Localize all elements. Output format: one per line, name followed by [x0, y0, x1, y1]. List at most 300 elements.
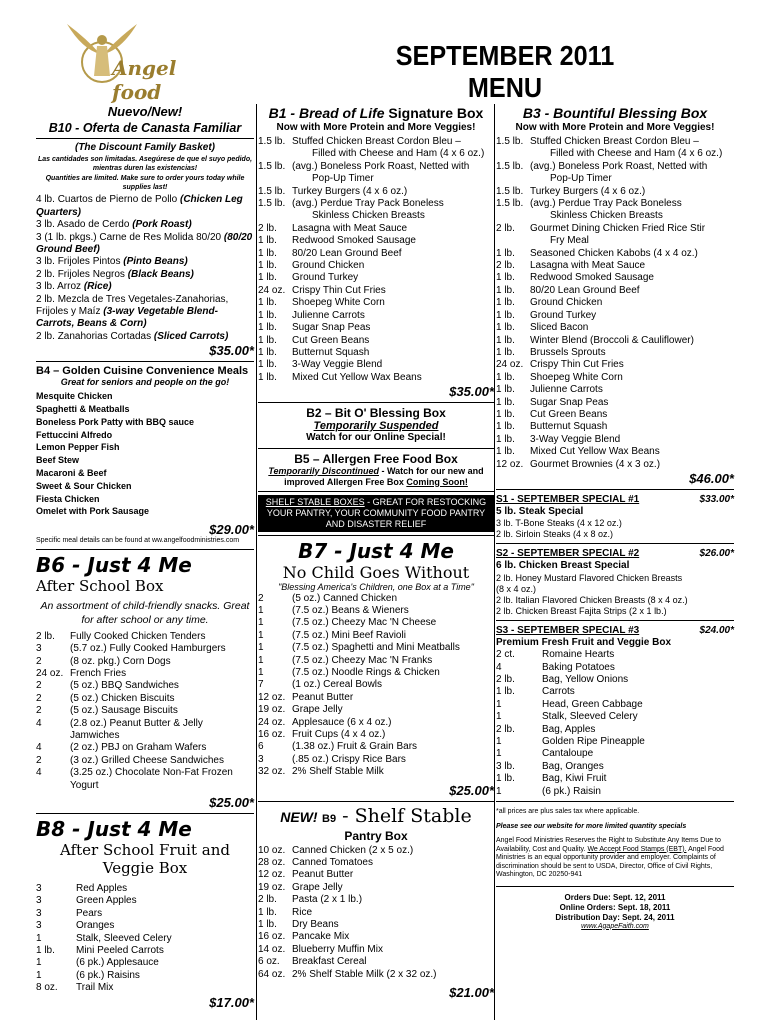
item-quantity: 3	[36, 895, 42, 907]
item-name: Head, Green Cabbage	[542, 698, 643, 710]
b1-price: $35.00*	[449, 384, 494, 400]
item-name: Gourmet Brownies (4 x 3 oz.)	[530, 458, 661, 470]
list-item: Spaghetti & Meatballs	[36, 404, 130, 415]
item-name: Oranges	[76, 920, 115, 932]
item-quantity: 1 lb.	[258, 309, 277, 321]
item-name: Sliced Bacon	[530, 322, 589, 334]
item-name: Ground Chicken	[292, 260, 365, 272]
list-item	[258, 882, 494, 894]
item-name: 2% Shelf Stable Milk (2 x 32 oz.)	[292, 968, 437, 980]
item-quantity: 2 lb.	[258, 894, 277, 906]
item-name: Stuffed Chicken Breast Cordon Bleu –	[530, 136, 699, 147]
s2-subtitle: 6 lb. Chicken Breast Special	[496, 560, 630, 572]
item-quantity: 7	[258, 679, 264, 691]
item-name: Mixed Cut Yellow Wax Beans	[530, 446, 660, 458]
item-quantity: 1	[258, 642, 264, 654]
item-quantity: 3	[36, 643, 42, 655]
item-quantity: 3 lb.	[36, 219, 58, 231]
item-quantity: 1	[258, 654, 264, 666]
item-quantity: 3 lb.	[36, 281, 58, 293]
list-item	[258, 136, 494, 148]
b8-price: $17.00*	[209, 994, 254, 1010]
item-name: (5 oz.) Sausage Biscuits	[70, 705, 178, 717]
list-item	[36, 883, 254, 895]
item-name: Frijoles Pintos	[57, 256, 124, 268]
item-name: Stalk, Sleeved Celery	[542, 711, 638, 723]
b6-subtitle: After School Box	[36, 576, 164, 595]
list-item	[258, 717, 494, 729]
list-item	[36, 920, 254, 932]
list-item	[36, 656, 254, 668]
list-item	[496, 748, 734, 760]
item-translation: (Sliced Carrots)	[153, 330, 229, 342]
list-item	[496, 711, 734, 723]
item-quantity: 1 lb.	[496, 322, 515, 334]
s3-item-list	[496, 649, 734, 798]
list-item	[36, 331, 254, 343]
item-quantity-spacer	[258, 210, 292, 222]
item-quantity-spacer	[496, 235, 530, 247]
item-quantity: 1 lb.	[258, 272, 277, 284]
item-name: Trail Mix	[76, 982, 114, 994]
list-item	[36, 718, 254, 743]
list-item	[258, 223, 494, 235]
item-quantity: 1 lb.	[496, 433, 515, 445]
list-item	[496, 397, 734, 409]
item-quantity: 2	[36, 692, 42, 704]
item-quantity: 14 oz.	[258, 943, 286, 955]
item-quantity: 2	[258, 592, 264, 604]
item-quantity: 1	[36, 957, 42, 969]
item-quantity: 12 oz.	[258, 691, 286, 703]
item-name: (7.5 oz.) Cheezy Mac 'N Franks	[292, 654, 433, 666]
list-item	[496, 198, 734, 210]
item-quantity: 1	[36, 932, 42, 944]
list-item	[258, 704, 494, 716]
item-quantity: 2 lb.	[36, 268, 58, 280]
list-item	[258, 198, 494, 210]
list-item	[36, 908, 254, 920]
item-continued: Skinless Chicken Breasts	[550, 210, 663, 222]
item-quantity: 1 lb.	[258, 247, 277, 259]
item-name: Ground Chicken	[530, 297, 603, 309]
column-left	[36, 104, 254, 1010]
item-quantity: 1.5 lb.	[258, 136, 286, 147]
b7-price: $25.00*	[449, 782, 494, 798]
item-quantity: 2	[36, 680, 42, 692]
b7-title: B7 - Just 4 Me	[298, 538, 454, 563]
b2-title: B2 – Bit O' Blessing Box	[306, 406, 446, 421]
list-item	[496, 724, 734, 736]
b8-title: B8 - Just 4 Me	[36, 817, 192, 842]
list-item	[258, 754, 494, 766]
item-quantity: 2	[36, 655, 42, 667]
item-quantity-spacer	[496, 148, 530, 160]
b5-title: B5 – Allergen Free Food Box	[294, 451, 458, 466]
b10-subtitle: (The Discount Family Basket)	[74, 142, 216, 153]
list-item	[258, 642, 494, 654]
b6-item-list	[36, 631, 254, 792]
list-item: Macaroni & Beef	[36, 468, 107, 479]
list-item	[36, 957, 254, 969]
item-name: Redwood Smoked Sausage	[530, 272, 654, 284]
list-item	[496, 297, 734, 309]
item-quantity: 1	[496, 736, 502, 748]
b7-quote: "Blessing America's Children, one Box at a Time"	[278, 581, 474, 592]
list-item	[36, 970, 254, 982]
item-name: Sugar Snap Peas	[530, 396, 609, 408]
item-name: Cut Green Beans	[292, 334, 370, 346]
item-quantity: 6	[258, 741, 264, 753]
list-item	[258, 322, 494, 334]
item-quantity: 64 oz.	[258, 968, 286, 980]
legal-note: Angel Food Ministries Reserves the Right to Substitute Any Items Due to Availability, Cost and Quality. We Accept Food Stamps (EBT). Angel Food Ministries is an equal opportunity provider and employer. Complaints of discrimination should be sent to USDA, Director, Office of Civil Rights, Washington, DC 20250-941	[496, 837, 724, 879]
item-name: Romaine Hearts	[542, 649, 615, 661]
list-item: 3 lb. T-Bone Steaks (4 x 12 oz.)	[496, 518, 622, 529]
list-item	[496, 248, 734, 260]
list-item	[496, 223, 734, 235]
item-name: (3.25 oz.) Chocolate Non-Fat Frozen Yogurt	[70, 767, 233, 791]
item-name: (6 pk.) Applesauce	[76, 957, 159, 969]
list-item	[258, 617, 494, 629]
b4-title: B4 – Golden Cuisine Convenience Meals	[36, 365, 249, 378]
item-quantity: 1 lb.	[496, 309, 515, 321]
item-quantity: 1 lb.	[496, 686, 515, 698]
list-item	[258, 630, 494, 642]
item-quantity: 1.5 lb.	[258, 185, 286, 197]
online-orders: Online Orders: Sept. 18, 2011	[559, 902, 671, 912]
list-item	[258, 260, 494, 272]
item-quantity: 1 lb.	[496, 371, 515, 383]
item-name: Turkey Burgers (4 x 6 oz.)	[292, 185, 408, 197]
item-translation: (Pinto Beans)	[123, 256, 188, 268]
item-name: Cut Green Beans	[530, 408, 608, 420]
item-name: Cuartos de Pierno de Pollo	[57, 194, 180, 206]
b4-item-list	[36, 390, 254, 518]
item-name: Asado de Cerdo	[57, 219, 133, 231]
item-name: Peanut Butter	[292, 869, 354, 881]
item-quantity: 2 lb.	[36, 293, 58, 305]
item-quantity: 2 lb.	[496, 723, 515, 735]
b9-item-list	[258, 845, 494, 981]
item-name: 3-Way Veggie Blend	[530, 433, 621, 445]
column-middle	[258, 104, 494, 1000]
list-item	[258, 729, 494, 741]
angel-food-logo	[42, 14, 222, 104]
b7-item-list	[258, 593, 494, 779]
column-divider	[256, 104, 257, 1020]
list-item	[258, 605, 494, 617]
list-item	[496, 384, 734, 396]
item-quantity: 1	[258, 604, 264, 616]
list-item	[258, 969, 494, 981]
item-quantity: 1 lb.	[496, 396, 515, 408]
item-name: Turkey Burgers (4 x 6 oz.)	[530, 185, 646, 197]
item-quantity: 3	[36, 883, 42, 895]
list-item	[258, 161, 494, 173]
item-name: (2 oz.) PBJ on Graham Wafers	[70, 742, 207, 754]
item-name: (3 oz.) Grilled Cheese Sandwiches	[70, 754, 224, 766]
b5-status-line: Temporarily Discontinued - Watch for our new and improved Allergen Free Box Coming Soon!	[268, 465, 484, 487]
list-item	[36, 281, 254, 293]
list-item	[258, 894, 494, 906]
item-quantity: 16 oz.	[258, 931, 286, 943]
item-name: Grape Jelly	[292, 704, 343, 716]
item-quantity: 2 lb.	[496, 222, 515, 234]
item-quantity: 1 lb.	[258, 359, 277, 371]
item-quantity: 2 lb.	[36, 330, 58, 342]
b6-price: $25.00*	[209, 795, 254, 811]
item-quantity: 1 lb.	[258, 297, 277, 309]
b7-subtitle: No Child Goes Without	[282, 562, 470, 582]
item-quantity: 1 lb.	[496, 346, 515, 358]
item-name: (7.5 oz.) Cheezy Mac 'N Cheese	[292, 617, 437, 629]
item-translation: (80/20 Ground Beef)	[36, 231, 253, 256]
list-item	[496, 186, 734, 198]
list-item	[36, 232, 254, 257]
item-quantity: 1	[258, 617, 264, 629]
list-item	[36, 933, 254, 945]
item-name: Blueberry Muffin Mix	[292, 943, 383, 955]
list-item	[258, 593, 494, 605]
item-quantity: 1 lb.	[496, 272, 515, 284]
item-translation: (Black Beans)	[127, 268, 194, 280]
item-quantity: 10 oz.	[258, 844, 286, 856]
item-quantity: 2 lb.	[36, 630, 55, 642]
item-name: (5.7 oz.) Fully Cooked Hamburgers	[70, 643, 226, 655]
list-item	[258, 235, 494, 247]
list-item	[496, 773, 734, 785]
item-name: (2.8 oz.) Peanut Butter & Jelly Jamwiches	[70, 717, 203, 741]
item-name: Canned Chicken (2 x 5 oz.)	[292, 844, 414, 856]
item-quantity: 1 lb.	[496, 284, 515, 296]
list-item	[36, 767, 254, 792]
b2-status: Temporarily Suspended	[313, 420, 439, 433]
item-name: Grape Jelly	[292, 881, 343, 893]
item-quantity: 24 oz.	[496, 359, 524, 371]
column-divider	[494, 104, 495, 1020]
list-item-continued	[496, 210, 734, 222]
s2-header: S2 - SEPTEMBER SPECIAL #2 $26.00*	[496, 548, 734, 560]
item-translation: (Chicken Leg Quarters)	[36, 194, 243, 218]
item-quantity: 1 lb.	[258, 260, 277, 272]
item-name: Breakfast Cereal	[292, 956, 367, 968]
item-name: 80/20 Lean Ground Beef	[292, 247, 402, 259]
b4-price: $29.00*	[209, 522, 254, 538]
s1-header: S1 - SEPTEMBER SPECIAL #1 $33.00*	[496, 493, 734, 505]
list-item: (8 x 4 oz.)	[496, 583, 537, 594]
item-name: Pears	[76, 907, 103, 919]
item-name: Butternut Squash	[530, 421, 608, 433]
list-item	[36, 219, 254, 231]
item-name: Arroz	[57, 281, 84, 293]
list-item	[258, 907, 494, 919]
item-quantity: 1 lb.	[496, 334, 515, 346]
list-item	[36, 945, 254, 957]
item-translation: (Pork Roast)	[132, 219, 192, 231]
list-item: Sweet & Sour Chicken	[36, 480, 132, 491]
tax-note: *all prices are plus sales tax where applicable.	[496, 808, 640, 816]
item-quantity: 16 oz.	[258, 729, 286, 740]
item-name: 80/20 Lean Ground Beef	[530, 284, 640, 296]
b9-subtitle: Pantry Box	[344, 828, 408, 843]
s2-item-list	[496, 573, 734, 617]
list-item	[496, 421, 734, 433]
item-quantity: 1 lb.	[496, 408, 515, 420]
b9-price: $21.00*	[449, 985, 494, 1001]
list-item: 2 lb. Honey Mustard Flavored Chicken Breasts	[496, 572, 683, 583]
item-name: Fruit Cups (4 x 4 oz.)	[292, 729, 386, 740]
list-item	[496, 674, 734, 686]
distribution-day: Distribution Day: Sept. 24, 2011	[555, 912, 675, 922]
list-item	[258, 310, 494, 322]
item-name: Julienne Carrots	[292, 309, 365, 321]
b3-title: B3 - Bountiful Blessing Box	[522, 105, 708, 121]
item-quantity: 1.5 lb.	[496, 160, 524, 172]
list-item	[258, 359, 494, 371]
item-name: Zanahorias Cortadas	[57, 330, 154, 342]
list-item	[258, 741, 494, 753]
item-name: (1 lb. pkgs.) Carne de Res Molida 80/20	[44, 231, 224, 243]
b8-subtitle: After School Fruit and Veggie Box	[60, 841, 230, 878]
list-item	[496, 434, 734, 446]
list-item	[36, 269, 254, 281]
list-item: Omelet with Pork Sausage	[36, 506, 150, 517]
b1-item-list	[258, 136, 494, 384]
list-item	[496, 136, 734, 148]
list-item: 2 lb. Sirloin Steaks (4 x 8 oz.)	[496, 529, 614, 540]
list-item	[496, 699, 734, 711]
s1-subtitle: 5 lb. Steak Special	[496, 505, 584, 517]
list-item	[496, 285, 734, 297]
b9-title: NEW! B9 - Shelf Stable	[280, 804, 472, 827]
item-continued: Fry Meal	[550, 235, 589, 247]
item-quantity: 6 oz.	[258, 956, 280, 968]
website-note: Please see our website for more limited quantity specials	[496, 822, 687, 830]
item-name: Brussels Sprouts	[530, 346, 606, 358]
item-name: Mixed Cut Yellow Wax Beans	[292, 371, 422, 383]
item-name: Baking Potatoes	[542, 661, 615, 673]
list-item-continued	[496, 235, 734, 247]
item-quantity: 1 lb.	[496, 297, 515, 309]
item-continued: Skinless Chicken Breasts	[312, 210, 425, 222]
b6-title: B6 - Just 4 Me	[36, 552, 192, 577]
item-name: (avg.) Boneless Pork Roast, Netted with	[292, 160, 470, 172]
item-name: (1 oz.) Cereal Bowls	[292, 679, 383, 691]
item-quantity: 4	[36, 742, 42, 754]
item-quantity: 4	[496, 661, 502, 673]
b1-title: B1 - Bread of Life Signature Box	[268, 105, 484, 121]
item-quantity: 1	[496, 748, 502, 760]
s3-header: S3 - SEPTEMBER SPECIAL #3 $24.00*	[496, 624, 734, 636]
item-name: Butternut Squash	[292, 346, 370, 358]
item-quantity: 1 lb.	[258, 371, 277, 383]
item-continued: Filled with Cheese and Ham (4 x 6 oz.)	[312, 148, 485, 160]
item-quantity: 1 lb.	[496, 773, 515, 785]
list-item	[258, 919, 494, 931]
item-name: Golden Ripe Pineapple	[542, 736, 645, 748]
website-link[interactable]: www.AgapeFaith.com	[581, 922, 649, 930]
list-item: Boneless Pork Patty with BBQ sauce	[36, 416, 195, 427]
item-quantity: 1 lb.	[258, 919, 277, 931]
item-name: (1.38 oz.) Fruit & Grain Bars	[292, 741, 418, 753]
item-name: Fully Cooked Chicken Tenders	[70, 630, 206, 642]
item-quantity: 12 oz.	[258, 869, 286, 881]
item-name: Ground Turkey	[292, 272, 359, 284]
list-item	[496, 446, 734, 458]
item-name: 3-Way Veggie Blend	[292, 359, 383, 371]
item-quantity: 4	[36, 717, 42, 729]
item-name: (.85 oz.) Crispy Rice Bars	[292, 753, 406, 765]
item-name: (6 pk.) Raisin	[542, 785, 601, 797]
list-item	[36, 294, 254, 331]
list-item	[258, 285, 494, 297]
list-item	[258, 857, 494, 869]
list-item	[258, 692, 494, 704]
list-item	[258, 335, 494, 347]
item-quantity: 2 lb.	[496, 674, 515, 685]
list-item	[36, 643, 254, 655]
item-name: Stalk, Sleeved Celery	[76, 932, 172, 944]
item-name: (7.5 oz.) Noodle Rings & Chicken	[292, 666, 440, 678]
list-item	[36, 705, 254, 717]
list-item: Fiesta Chicken	[36, 493, 100, 504]
list-item	[258, 248, 494, 260]
list-item: Fettuccini Alfredo	[36, 429, 113, 440]
item-name: (avg.) Perdue Tray Pack Boneless	[530, 198, 682, 210]
item-name: Redwood Smoked Sausage	[292, 235, 416, 247]
b10-note-en: Quantities are limited. Make sure to order yours today while supplies last!	[45, 175, 245, 191]
item-continued: Pop-Up Timer	[550, 173, 612, 185]
b4-subtitle: Great for seniors and people on the go!	[60, 377, 230, 388]
item-name: Mezcla de Tres Vegetales-Zanahorias, Frijoles y Maíz	[36, 293, 229, 318]
item-name: Applesauce (6 x 4 oz.)	[292, 716, 392, 728]
item-name: Stuffed Chicken Breast Cordon Bleu –	[292, 136, 461, 147]
list-item: 2 lb. Italian Flavored Chicken Breasts (8 x 4 oz.)	[496, 594, 688, 605]
list-item	[258, 679, 494, 691]
item-quantity: 12 oz.	[496, 458, 524, 470]
item-quantity: 24 oz.	[258, 284, 286, 296]
item-quantity: 4	[36, 767, 42, 779]
item-quantity: 19 oz.	[258, 704, 286, 716]
list-item	[258, 766, 494, 778]
list-item	[258, 186, 494, 198]
item-quantity: 1	[258, 629, 264, 641]
list-item	[258, 944, 494, 956]
item-name: (5 oz.) Chicken Biscuits	[70, 692, 175, 704]
item-quantity: 4 lb.	[36, 194, 58, 206]
list-item	[496, 686, 734, 698]
list-item: Mesquite Chicken	[36, 391, 113, 402]
shelf-stable-banner: SHELF STABLE BOXES - GREAT FOR RESTOCKING YOUR PANTRY, YOUR COMMUNITY FOOD PANTRY AND DISASTER RELIEF	[258, 495, 494, 532]
item-quantity: 1	[496, 711, 502, 723]
list-item	[496, 322, 734, 334]
item-name: (5 oz.) BBQ Sandwiches	[70, 680, 179, 692]
b1-subtitle: Now with More Protein and More Veggies!	[276, 122, 476, 133]
item-name: Seasoned Chicken Kabobs (4 x 4 oz.)	[530, 247, 698, 259]
list-item	[496, 335, 734, 347]
item-quantity: 1 lb.	[258, 322, 277, 334]
item-quantity-spacer	[258, 148, 292, 160]
item-quantity: 3	[36, 231, 45, 243]
item-name: Lasagna with Meat Sauce	[530, 260, 646, 272]
item-name: Green Apples	[76, 895, 137, 907]
list-item	[496, 359, 734, 371]
list-item	[258, 655, 494, 667]
b6-description: An assortment of child-friendly snacks. Great for after school or any time.	[40, 599, 250, 626]
item-name: Gourmet Dining Chicken Fried Rice Stir	[530, 222, 706, 234]
list-item	[496, 761, 734, 773]
